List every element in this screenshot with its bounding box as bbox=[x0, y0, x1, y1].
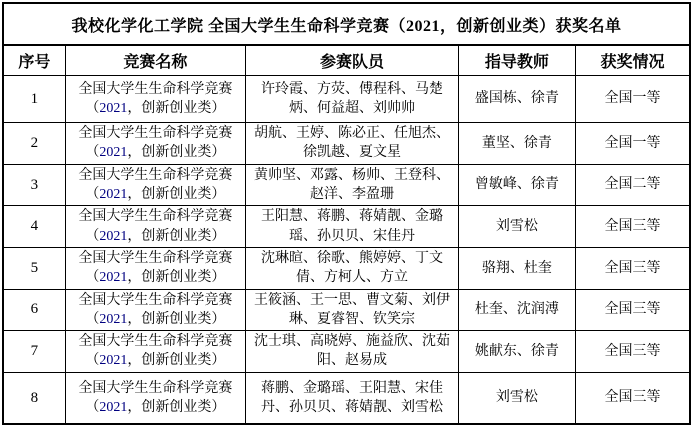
seq-cell: 3 bbox=[3, 164, 65, 206]
competition-year: 2021 bbox=[99, 145, 128, 161]
members-cell: 许玲霞、方荧、傅程科、马楚炳、何益超、刘帅帅 bbox=[246, 76, 459, 123]
competition-line1: 全国大学生生命科学竞赛 bbox=[78, 334, 233, 350]
competition-cell bbox=[65, 206, 246, 248]
competition-category: ，创新创业类） bbox=[127, 270, 226, 286]
table-body bbox=[3, 76, 690, 425]
teachers-cell: 董坚、徐青 bbox=[458, 123, 575, 165]
competition-paren-open: （ bbox=[85, 353, 100, 369]
competition-category: ，创新创业类） bbox=[127, 101, 226, 116]
award-cell: 全国三等 bbox=[576, 372, 690, 424]
competition-line2 bbox=[85, 145, 225, 160]
award-cell: 全国三等 bbox=[576, 247, 690, 289]
competition-line2 bbox=[85, 229, 225, 244]
column-header-1: 序号 bbox=[3, 45, 65, 76]
competition-line1: 全国大学生生命科学竞赛 bbox=[78, 380, 233, 396]
table-row bbox=[3, 76, 690, 123]
seq-cell: 4 bbox=[3, 206, 65, 248]
teachers-cell: 刘雪松 bbox=[458, 206, 575, 248]
competition-year: 2021 bbox=[99, 270, 128, 286]
competition-cell bbox=[65, 331, 246, 373]
competition-paren-open: （ bbox=[85, 228, 100, 244]
competition-line1: 全国大学生生命科学竞赛 bbox=[78, 292, 233, 308]
competition-year: 2021 bbox=[99, 228, 128, 244]
award-cell: 全国三等 bbox=[576, 289, 690, 331]
award-cell: 全国三等 bbox=[576, 206, 690, 248]
competition-year: 2021 bbox=[99, 186, 128, 202]
table-row bbox=[3, 206, 690, 248]
members-cell: 王筱涵、王一思、曹文菊、刘伊琳、夏睿智、钦笑宗 bbox=[246, 289, 459, 331]
competition-paren-open: （ bbox=[85, 145, 100, 161]
competition-category: ，创新创业类） bbox=[127, 145, 226, 161]
teachers-cell: 骆翔、杜奎 bbox=[458, 247, 575, 289]
members-cell: 黄帅坚、邓露、杨帅、王登科、赵洋、李盈珊 bbox=[246, 164, 459, 206]
seq-cell: 2 bbox=[3, 123, 65, 165]
competition-cell bbox=[65, 372, 246, 424]
competition-year: 2021 bbox=[99, 400, 128, 415]
members-cell: 胡航、王婷、陈必正、任旭杰、徐凯越、夏文星 bbox=[246, 123, 459, 165]
table-row bbox=[3, 247, 690, 289]
teachers-cell: 姚献东、徐青 bbox=[458, 331, 575, 373]
competition-year: 2021 bbox=[99, 311, 128, 327]
competition-category: ，创新创业类） bbox=[127, 186, 226, 202]
table-row bbox=[3, 164, 690, 206]
competition-line2 bbox=[85, 400, 225, 415]
table-row bbox=[3, 289, 690, 331]
header-row bbox=[3, 45, 690, 76]
seq-cell: 6 bbox=[3, 289, 65, 331]
competition-cell bbox=[65, 247, 246, 289]
seq-cell: 8 bbox=[3, 372, 65, 424]
competition-category: ，创新创业类） bbox=[127, 400, 226, 415]
competition-paren-open: （ bbox=[85, 186, 100, 202]
teachers-cell: 刘雪松 bbox=[458, 372, 575, 424]
teachers-cell: 曾敏峰、徐青 bbox=[458, 164, 575, 206]
competition-cell bbox=[65, 123, 246, 165]
competition-category: ，创新创业类） bbox=[127, 311, 226, 327]
members-cell: 蒋鹏、金璐瑶、王阳慧、宋佳丹、孙贝贝、蒋婧靓、刘雪松 bbox=[246, 372, 459, 424]
awards-table bbox=[2, 2, 691, 425]
table-row bbox=[3, 331, 690, 373]
competition-line1: 全国大学生生命科学竞赛 bbox=[78, 167, 233, 183]
competition-line2 bbox=[85, 353, 225, 368]
competition-category: ，创新创业类） bbox=[127, 228, 226, 244]
table-row bbox=[3, 372, 690, 424]
column-header-3: 参赛队员 bbox=[246, 45, 459, 76]
competition-line1: 全国大学生生命科学竞赛 bbox=[78, 81, 233, 97]
competition-line1: 全国大学生生命科学竞赛 bbox=[78, 126, 233, 141]
competition-year: 2021 bbox=[99, 101, 128, 116]
table-title: 我校化学化工学院 全国大学生生命科学竞赛（2021，创新创业类）获奖名单 bbox=[3, 3, 690, 45]
column-header-2: 竞赛名称 bbox=[65, 45, 246, 76]
teachers-cell: 盛国栋、徐青 bbox=[458, 76, 575, 123]
members-cell: 王阳慧、蒋鹏、蒋婧靓、金璐瑶、孙贝贝、宋佳丹 bbox=[246, 206, 459, 248]
title-row bbox=[3, 3, 690, 45]
competition-line1: 全国大学生生命科学竞赛 bbox=[78, 250, 233, 266]
column-header-5: 获奖情况 bbox=[576, 45, 690, 76]
competition-line2 bbox=[85, 312, 225, 327]
competition-year: 2021 bbox=[99, 353, 128, 369]
award-cell: 全国二等 bbox=[576, 164, 690, 206]
table-row bbox=[3, 123, 690, 165]
column-header-4: 指导教师 bbox=[458, 45, 575, 76]
award-cell: 全国一等 bbox=[576, 123, 690, 165]
competition-cell bbox=[65, 289, 246, 331]
teachers-cell: 杜奎、沈润溥 bbox=[458, 289, 575, 331]
award-cell: 全国一等 bbox=[576, 76, 690, 123]
competition-category: ，创新创业类） bbox=[127, 353, 226, 369]
competition-line1: 全国大学生生命科学竞赛 bbox=[78, 209, 233, 225]
competition-paren-open: （ bbox=[85, 270, 100, 286]
competition-cell bbox=[65, 164, 246, 206]
competition-cell bbox=[65, 76, 246, 123]
members-cell: 沈士琪、高晓婷、施益欣、沈茹阳、赵易成 bbox=[246, 331, 459, 373]
seq-cell: 1 bbox=[3, 76, 65, 123]
competition-line2 bbox=[85, 270, 225, 285]
competition-paren-open: （ bbox=[85, 101, 100, 116]
members-cell: 沈琳暄、徐歌、熊婷婷、丁文倩、方柯人、方立 bbox=[246, 247, 459, 289]
seq-cell: 5 bbox=[3, 247, 65, 289]
competition-line2 bbox=[85, 187, 225, 202]
competition-paren-open: （ bbox=[85, 311, 100, 327]
competition-line2 bbox=[85, 101, 225, 116]
seq-cell: 7 bbox=[3, 331, 65, 373]
competition-paren-open: （ bbox=[85, 400, 100, 415]
award-cell: 全国三等 bbox=[576, 331, 690, 373]
